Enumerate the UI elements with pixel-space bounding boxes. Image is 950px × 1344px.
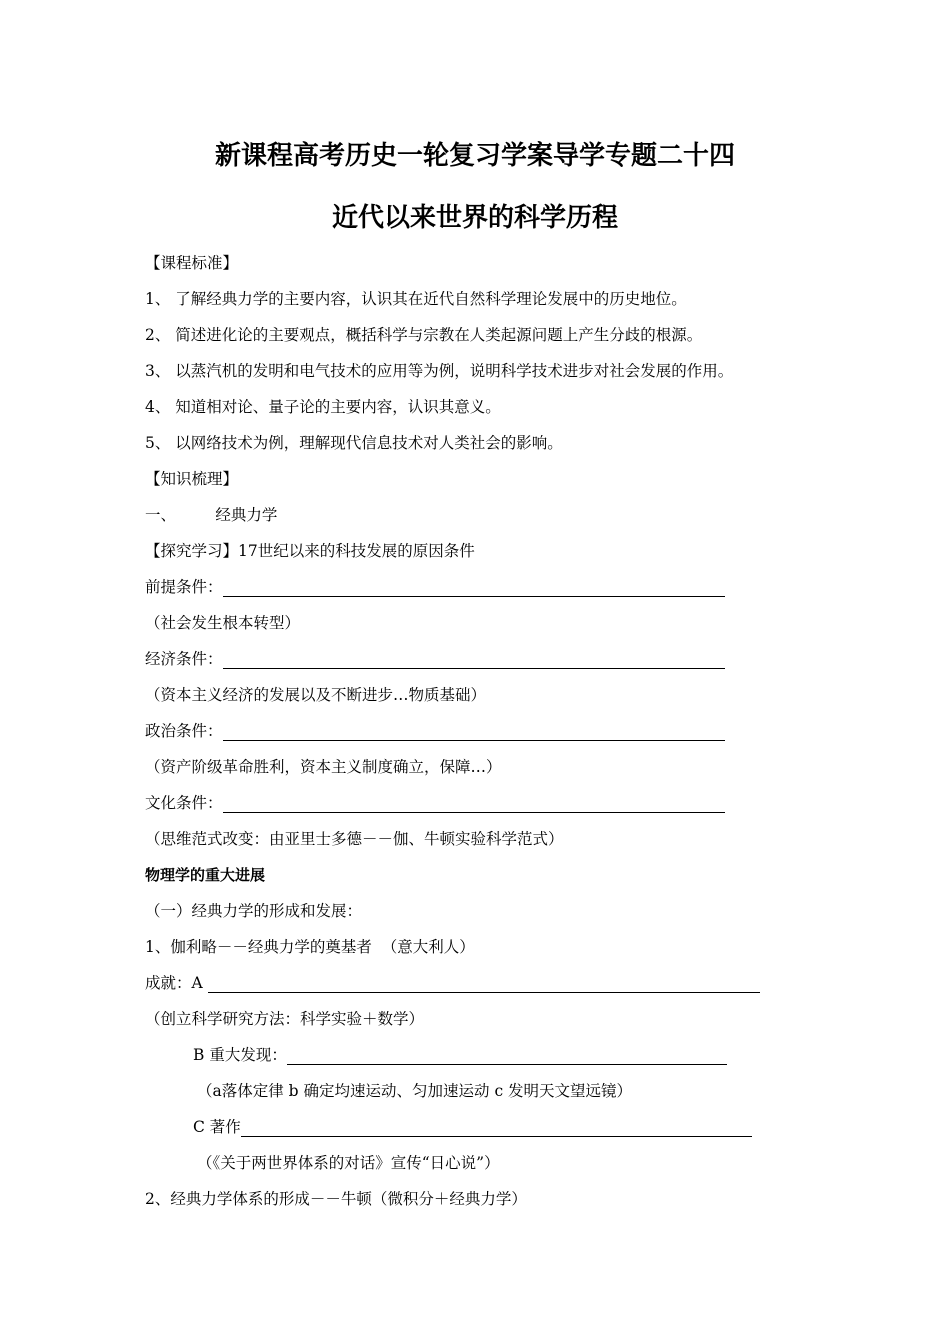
achievement-row <box>145 973 760 993</box>
cultural-answer: （思维范式改变：由亚里士多德－－伽、牛顿实验科学范式） <box>145 830 564 848</box>
works-blank[interactable] <box>241 1122 752 1137</box>
works-label: C 著作 <box>193 1118 241 1136</box>
section-classical-mechanics: 一、 经典力学 <box>145 506 278 524</box>
discovery-blank[interactable] <box>287 1050 727 1065</box>
political-label: 政治条件： <box>145 722 223 740</box>
standard-item-4: 4、 知道相对论、量子论的主要内容，认识其意义。 <box>145 398 501 416</box>
economic-answer: （资本主义经济的发展以及不断进步…物质基础） <box>145 686 487 704</box>
discovery-label: B 重大发现： <box>193 1046 287 1064</box>
cultural-row <box>145 793 725 813</box>
subsection-classical-mechanics: （一）经典力学的形成和发展： <box>145 902 363 920</box>
knowledge-heading: 【知识梳理】 <box>145 470 239 488</box>
economic-label: 经济条件： <box>145 650 223 668</box>
standard-item-1: 1、 了解经典力学的主要内容，认识其在近代自然科学理论发展中的历史地位。 <box>145 290 687 308</box>
document-title: 新课程高考历史一轮复习学案导学专题二十四 <box>214 141 735 171</box>
standard-item-5: 5、 以网络技术为例，理解现代信息技术对人类社会的影响。 <box>145 434 563 452</box>
works-answer: （《关于两世界体系的对话》宣传“日心说”） <box>197 1154 500 1172</box>
achievement-blank[interactable] <box>208 978 760 993</box>
achievement-answer: （创立科学研究方法：科学实验＋数学） <box>145 1010 425 1028</box>
galileo-line: 1、伽利略－－经典力学的奠基者 （意大利人） <box>145 938 475 956</box>
premise-label: 前提条件： <box>145 578 223 596</box>
cultural-label: 文化条件： <box>145 794 223 812</box>
document-subtitle: 近代以来世界的科学历程 <box>331 203 618 233</box>
standards-heading: 【课程标准】 <box>145 254 239 272</box>
political-row <box>145 721 725 741</box>
political-blank[interactable] <box>223 726 725 741</box>
premise-blank[interactable] <box>223 582 725 597</box>
premise-answer: （社会发生根本转型） <box>145 614 301 632</box>
explore-heading: 【探究学习】17世纪以来的科技发展的原因条件 <box>145 542 475 560</box>
discovery-row <box>193 1045 727 1065</box>
newton-line: 2、经典力学体系的形成－－牛顿（微积分＋经典力学） <box>145 1190 527 1208</box>
discovery-answer: （a落体定律 b 确定均速运动、匀加速运动 c 发明天文望远镜） <box>197 1082 633 1100</box>
achievement-label: 成就：A <box>145 974 208 992</box>
economic-row <box>145 649 725 669</box>
standard-item-3: 3、 以蒸汽机的发明和电气技术的应用等为例，说明科学技术进步对社会发展的作用。 <box>145 362 734 380</box>
political-answer: （资产阶级革命胜利，资本主义制度确立，保障…） <box>145 758 502 776</box>
premise-row <box>145 577 725 597</box>
physics-heading: 物理学的重大进展 <box>145 866 266 884</box>
standard-item-2: 2、 简述进化论的主要观点，概括科学与宗教在人类起源问题上产生分歧的根源。 <box>145 326 703 344</box>
cultural-blank[interactable] <box>223 798 725 813</box>
economic-blank[interactable] <box>223 654 725 669</box>
works-row <box>193 1117 752 1137</box>
